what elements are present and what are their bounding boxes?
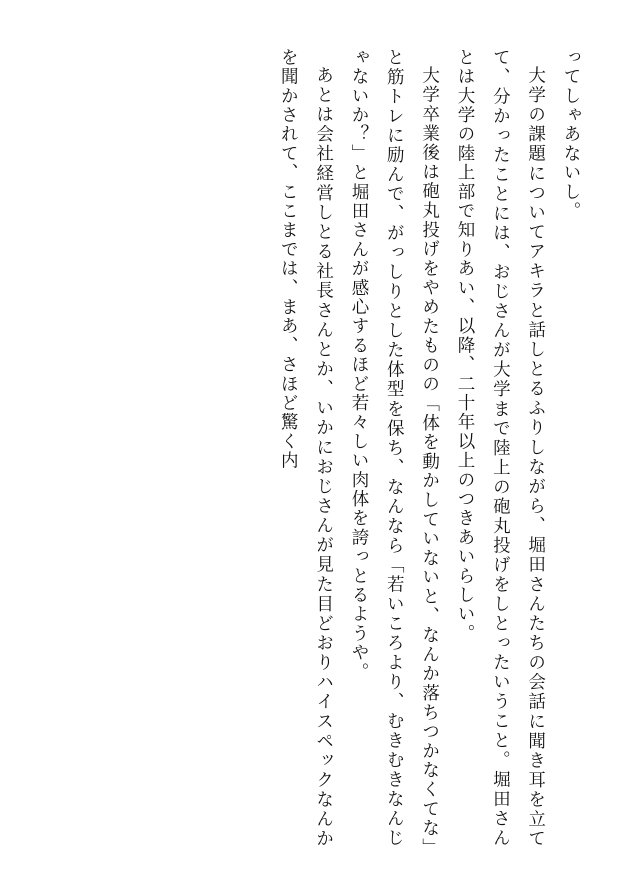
paragraph: ってしゃあないし。 [561, 48, 581, 221]
paragraph: 大学の課題についてアキラと話しとるふりしながら、堀田さんたちの会話に聞き耳を立てて、分かったことには、おじさんが大学まで陸上の砲丸投げをしとったいうこと。堀田さんとは大学の陸上部で知りあい、以降、二十年以上のつきあいらしい。 [454, 48, 546, 848]
vertical-text-body [34, 48, 588, 848]
paragraph: 大学卒業後は砲丸投げをやめたものの「体を動かしていないと、なんか落ちつかなくてな」と筋トレに励んで、がっしりとした体型を保ち、なんなら「若いころより、むきむきなんじゃないか？」と堀田さんが感心するほど若々しい肉体を誇っとるようや。 [348, 48, 440, 848]
paragraph: あとは会社経営しとる社長さんとか、いかにおじさんが見た目どおりハイスペックなんかを聞かされて、ここまでは、まあ、さほど驚く内 [278, 48, 334, 848]
